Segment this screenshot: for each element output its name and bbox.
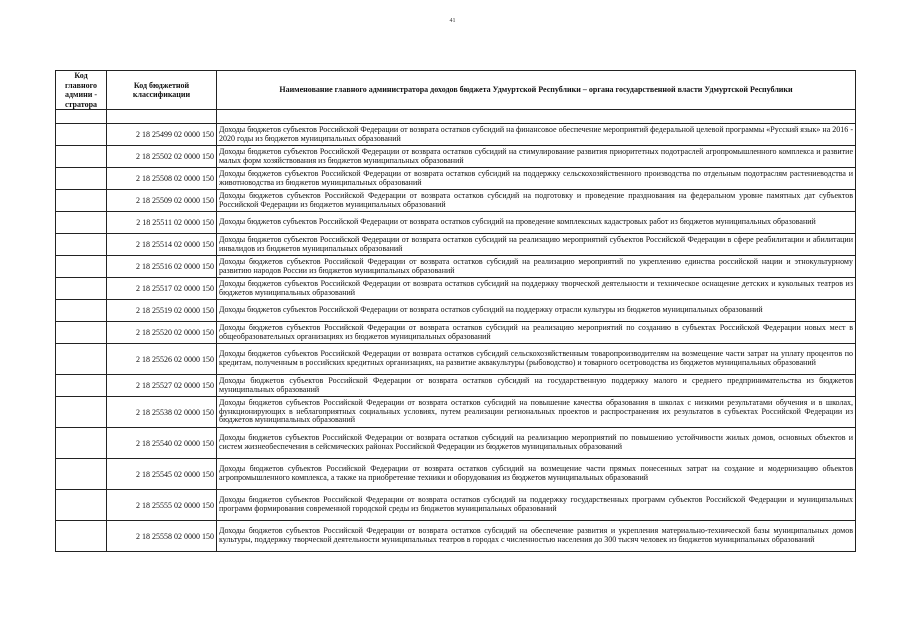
table-row [56,190,856,212]
revenue-name-cell: Доходы бюджетов субъектов Российской Федерации от возврата остатков субсидий на подготовку и проведение празднования на федеральном уровне памятных дат субъектов Российской Федерации из бюджетов муниципальных образований [217,190,856,212]
page-number: 41 [449,18,456,24]
table-row [56,168,856,190]
admin-code-cell [56,278,107,300]
budget-code-cell: 2 18 25520 02 0000 150 [107,322,217,344]
revenue-name-cell: Доходы бюджетов субъектов Российской Федерации от возврата остатков субсидий на поддержку творческой деятельности и техническое оснащение детских и кукольных театров из бюджетов муниципальных образований [217,278,856,300]
budget-code-cell: 2 18 25519 02 0000 150 [107,300,217,322]
revenue-name-cell: Доходы бюджетов субъектов Российской Федерации от возврата остатков субсидий на обеспечение развития и укрепления материально-технической базы муниципальных домов культуры, поддержку творческой деятельности муниципальных театров в городах с численностью населения до 300 тысяч человек из бюджетов муниципальных образований [217,521,856,552]
admin-code-cell [56,146,107,168]
admin-code-cell [56,234,107,256]
budget-code-cell: 2 18 25516 02 0000 150 [107,256,217,278]
budget-code-cell: 2 18 25511 02 0000 150 [107,212,217,234]
admin-code-cell [56,124,107,146]
revenue-codes-table [55,70,856,552]
admin-code-cell [56,344,107,375]
header-admin-code: Код главного админи - стратора [56,71,107,110]
budget-code-cell [107,110,217,124]
admin-code-cell [56,168,107,190]
table-row [56,344,856,375]
budget-code-cell: 2 18 25502 02 0000 150 [107,146,217,168]
table-row [56,322,856,344]
revenue-name-cell: Доходы бюджетов субъектов Российской Федерации от возврата остатков субсидий на финансовое обеспечение мероприятий федеральной целевой программы «Русский язык» на 2016 - 2020 годы из бюджетов муниципальных образований [217,124,856,146]
admin-code-cell [56,322,107,344]
table-row [56,428,856,459]
revenue-name-cell: Доходы бюджетов субъектов Российской Федерации от возврата остатков субсидий на стимулирование развития приоритетных подотраслей агропромышленного комплекса и развитие малых форм хозяйствования из бюджетов муниципальных образований [217,146,856,168]
revenue-name-cell: Доходы бюджетов субъектов Российской Федерации от возврата остатков субсидий на реализацию мероприятий по укреплению единства российской нации и этнокультурному развитию народов России из бюджетов муниципальных образований [217,256,856,278]
table-header-row [56,71,856,110]
revenue-name-cell: Доходы бюджетов субъектов Российской Федерации от возврата остатков субсидий на реализацию мероприятий по повышению устойчивости жилых домов, основных объектов и систем жизнеобеспечения в сейсмических районах Российской Федерации из бюджетов муниципальных образований [217,428,856,459]
admin-code-cell [56,110,107,124]
header-admin-name: Наименование главного администратора доходов бюджета Удмуртской Республики – органа государственной власти Удмуртской Республики [217,71,856,110]
admin-code-cell [56,397,107,428]
budget-code-cell: 2 18 25527 02 0000 150 [107,375,217,397]
budget-code-cell: 2 18 25558 02 0000 150 [107,521,217,552]
revenue-name-cell: Доходы бюджетов субъектов Российской Федерации от возврата остатков субсидий на реализацию мероприятий субъектов Российской Федерации в сфере реабилитации и абилитации инвалидов из бюджетов муниципальных образований [217,234,856,256]
budget-code-cell: 2 18 25540 02 0000 150 [107,428,217,459]
table-row [56,459,856,490]
table-row [56,110,856,124]
table-row [56,375,856,397]
table-row [56,278,856,300]
revenue-name-cell: Доходы бюджетов субъектов Российской Федерации от возврата остатков субсидий на проведение комплексных кадастровых работ из бюджетов муниципальных образований [217,212,856,234]
table-row [56,234,856,256]
table-row [56,146,856,168]
budget-code-cell: 2 18 25499 02 0000 150 [107,124,217,146]
table-row [56,521,856,552]
header-budget-code: Код бюджетной классификации [107,71,217,110]
admin-code-cell [56,428,107,459]
revenue-name-cell [217,110,856,124]
revenue-name-cell: Доходы бюджетов субъектов Российской Федерации от возврата остатков субсидий на повышение качества образования в школах с низкими результатами обучения и в школах, функционирующих в неблагоприятных социальных условиях, путем реализации региональных проектов и распространения их результатов в субъектах Российской Федерации из бюджетов муниципальных образований [217,397,856,428]
budget-code-cell: 2 18 25517 02 0000 150 [107,278,217,300]
budget-code-cell: 2 18 25514 02 0000 150 [107,234,217,256]
revenue-name-cell: Доходы бюджетов субъектов Российской Федерации от возврата остатков субсидий на поддержку отрасли культуры из бюджетов муниципальных образований [217,300,856,322]
table-row [56,397,856,428]
revenue-name-cell: Доходы бюджетов субъектов Российской Федерации от возврата остатков субсидий на реализацию мероприятий по созданию в субъектах Российской Федерации новых мест в общеобразовательных организациях из бюджетов муниципальных образований [217,322,856,344]
admin-code-cell [56,190,107,212]
revenue-name-cell: Доходы бюджетов субъектов Российской Федерации от возврата остатков субсидий на поддержку государственных программ субъектов Российской Федерации и муниципальных программ формирования современной городской среды из бюджетов муниципальных образований [217,490,856,521]
table-row [56,212,856,234]
budget-code-cell: 2 18 25538 02 0000 150 [107,397,217,428]
budget-code-cell: 2 18 25545 02 0000 150 [107,459,217,490]
admin-code-cell [56,490,107,521]
admin-code-cell [56,459,107,490]
budget-code-cell: 2 18 25509 02 0000 150 [107,190,217,212]
admin-code-cell [56,300,107,322]
table-row [56,300,856,322]
budget-code-cell: 2 18 25508 02 0000 150 [107,168,217,190]
table-row [56,256,856,278]
admin-code-cell [56,375,107,397]
revenue-name-cell: Доходы бюджетов субъектов Российской Федерации от возврата остатков субсидий на поддержку сельскохозяйственного производства по отдельным подотраслям растениеводства и животноводства из бюджетов муниципальных образований [217,168,856,190]
budget-code-cell: 2 18 25526 02 0000 150 [107,344,217,375]
admin-code-cell [56,521,107,552]
revenue-name-cell: Доходы бюджетов субъектов Российской Федерации от возврата остатков субсидий сельскохозяйственным товаропроизводителям на возмещение части затрат на уплату процентов по кредитам, полученным в российских кредитных организациях, на развитие аквакультуры (рыбоводство) и товарного осетроводства из бюджетов муниципальных образований [217,344,856,375]
admin-code-cell [56,256,107,278]
budget-code-cell: 2 18 25555 02 0000 150 [107,490,217,521]
revenue-name-cell: Доходы бюджетов субъектов Российской Федерации от возврата остатков субсидий на возмещение части прямых понесенных затрат на создание и модернизацию объектов агропромышленного комплекса, а также на приобретение техники и оборудования из бюджетов муниципальных образований [217,459,856,490]
revenue-name-cell: Доходы бюджетов субъектов Российской Федерации от возврата остатков субсидий на государственную поддержку малого и среднего предпринимательства из бюджетов муниципальных образований [217,375,856,397]
table-row [56,490,856,521]
table-row [56,124,856,146]
admin-code-cell [56,212,107,234]
